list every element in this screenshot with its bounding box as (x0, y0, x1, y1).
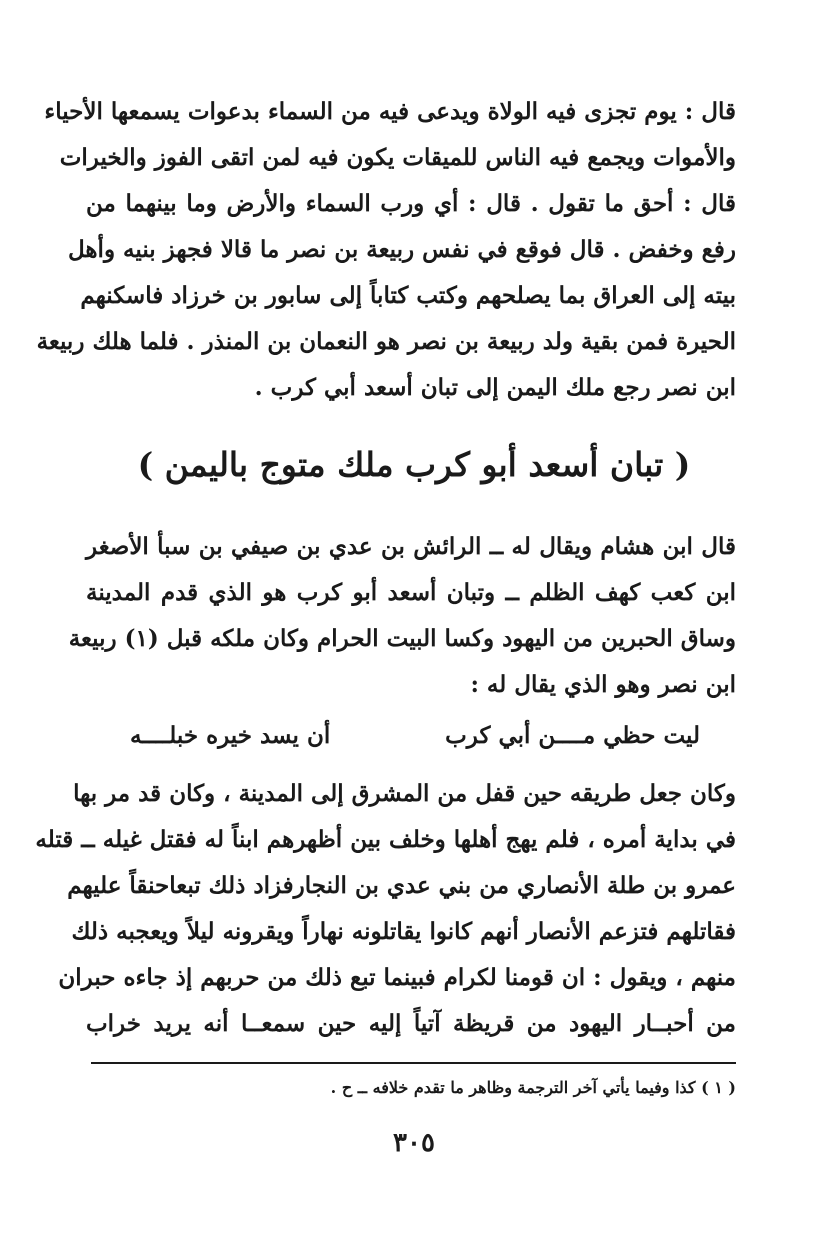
page-number: ٣٠٥ (393, 1128, 435, 1158)
text-line: وكان جعل طريقه حين قفل من المشرق إلى المدينة ، وكان قد مر بها (73, 780, 736, 807)
text-line: والأموات ويجمع فيه الناس للميقات يكون فيه لمن اتقى الفوز والخيرات (59, 144, 736, 171)
footnote: ( ١ ) كذا وفيما يأتي آخر الترجمة وظاهر ما تقدم خلافه ــ ح . (330, 1078, 736, 1097)
paragraph-3 (35, 780, 736, 1058)
text-line: فقاتلهم فتزعم الأنصار أنهم كانوا يقاتلونه نهاراً ويقرونه ليلاً ويعجبه ذلك (71, 918, 736, 945)
text-line: ابن نصر رجع ملك اليمن إلى تبان أسعد أبي كرب . (254, 374, 736, 401)
text-line: قال ابن هشام ويقال له ــ الرائش بن عدي بن صيفي بن سبأ الأصغر (86, 533, 736, 560)
text-line: رفع وخفض . قال فوقع في نفس ربيعة بن نصر ما قالا فجهز بنيه وأهل (68, 236, 736, 263)
text-line: ابن كعب كهف الظلم ــ وتبان أسعد أبو كرب هو الذي قدم المدينة (86, 579, 736, 606)
verse-hemistich-first: ليت حظي مــــن أبي كرب (445, 722, 700, 749)
poetry-verse (130, 722, 700, 749)
text-line: منهم ، ويقول : ان قومنا لكرام فبينما تبع ذلك من حربهم إذ جاءه حبران (58, 964, 736, 991)
paragraph-1 (36, 98, 736, 422)
text-line: من أحبــار اليهود من قريظة آتياً إليه حين سمعــا أنه يريد خراب (86, 1010, 736, 1037)
text-line: عمرو بن طلة الأنصاري من بني عدي بن النجارفزاد ذلك تبعاحنقاً عليهم (67, 872, 736, 899)
text-line: في بداية أمره ، فلم يهج أهلها وخلف بين أظهرهم ابناً له فقتل غيله ــ قتله (35, 826, 736, 853)
text-line: ابن نصر وهو الذي يقال له : (470, 671, 736, 698)
text-line: بيته إلى العراق بما يصلحهم وكتب كتاباً إلى سابور بن خرزاد فاسكنهم (80, 282, 736, 309)
text-line: قال : يوم تجزى فيه الولاة ويدعى فيه من السماء بدعوات يسمعها الأحياء (44, 98, 736, 125)
text-line: الحيرة فمن بقية ولد ربيعة بن نصر هو النعمان بن المنذر . فلما هلك ربيعة (36, 328, 736, 355)
text-line: قال : أحق ما تقول . قال : أي ورب السماء والأرض وما بينهما من (86, 190, 736, 217)
text-line: وساق الحبرين من اليهود وكسا البيت الحرام وكان ملكه قبل (١) ربيعة (68, 625, 736, 652)
section-title: ( تبان أسعد أبو كرب ملك متوج باليمن ) (137, 445, 691, 484)
paragraph-2 (68, 533, 736, 719)
footnote-divider (91, 1062, 736, 1064)
verse-hemistich-second: أن يسد خيره خبلــــه (130, 722, 331, 749)
